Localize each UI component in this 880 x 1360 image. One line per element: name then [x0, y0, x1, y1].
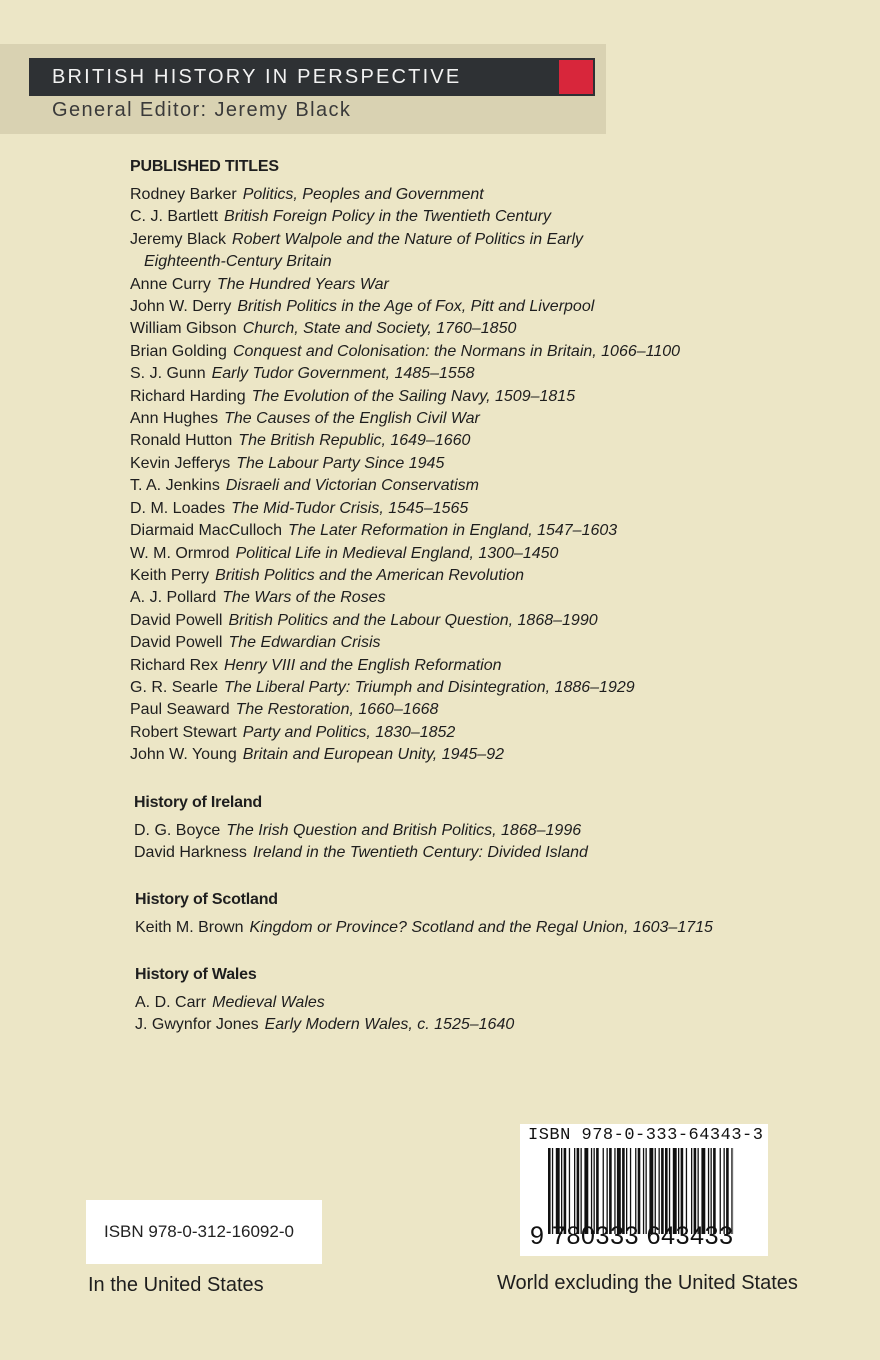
- barcode-isbn-text: ISBN 978-0-333-64343-3: [528, 1126, 764, 1145]
- title-entry: [130, 274, 680, 296]
- wales-titles-list: [135, 992, 514, 1037]
- barcode-digits: 9 780333 643433: [530, 1222, 734, 1250]
- title-entry: [130, 386, 680, 408]
- entry-title: British Politics and the American Revolution: [215, 566, 525, 584]
- entry-author: David Powell: [130, 634, 223, 652]
- market-world-label: World excluding the United States: [497, 1272, 798, 1294]
- entry-author: David Harkness: [134, 844, 247, 862]
- entry-author: Kevin Jefferys: [130, 454, 231, 472]
- barcode-box: [520, 1124, 768, 1256]
- section-heading: PUBLISHED TITLES: [130, 158, 279, 175]
- title-entry: [130, 655, 680, 677]
- entry-author: T. A. Jenkins: [130, 477, 220, 495]
- title-entry: [135, 917, 713, 939]
- title-entry: [130, 475, 680, 497]
- entry-author: Keith Perry: [130, 566, 210, 584]
- entry-author: G. R. Searle: [130, 678, 219, 696]
- entry-author: S. J. Gunn: [130, 365, 206, 383]
- section-heading: History of Wales: [135, 966, 257, 983]
- entry-author: Ronald Hutton: [130, 432, 233, 450]
- series-accent-square: [557, 58, 595, 96]
- entry-author: C. J. Bartlett: [130, 208, 219, 226]
- entry-author: David Powell: [130, 611, 223, 629]
- title-entry: [130, 677, 680, 699]
- entry-author: Robert Stewart: [130, 723, 237, 741]
- entry-title: The Liberal Party: Triumph and Disintegration, 1886–1929: [224, 678, 635, 696]
- title-entry: [130, 318, 680, 340]
- entry-title: The Evolution of the Sailing Navy, 1509–1815: [251, 387, 576, 405]
- title-entry: [130, 543, 680, 565]
- entry-title: Church, State and Society, 1760–1850: [242, 320, 517, 338]
- entry-title: Political Life in Medieval England, 1300–1450: [235, 544, 559, 562]
- entry-title: British Foreign Policy in the Twentieth Century: [224, 208, 551, 226]
- ireland-titles-list: [134, 820, 588, 865]
- title-entry: [134, 820, 588, 842]
- title-entry: [130, 632, 680, 654]
- entry-author: Ann Hughes: [130, 410, 219, 428]
- entry-title: Conquest and Colonisation: the Normans in Britain, 1066–1100: [232, 342, 681, 360]
- entry-author: Keith M. Brown: [135, 919, 244, 936]
- title-entry: [130, 430, 680, 452]
- series-editor: General Editor: Jeremy Black: [52, 99, 352, 121]
- entry-title: The Edwardian Crisis: [228, 634, 381, 652]
- entry-title: The Irish Question and British Politics, 1868–1996: [226, 822, 582, 839]
- title-entry: [130, 587, 680, 609]
- entry-author: Rodney Barker: [130, 186, 237, 203]
- title-entry: [130, 453, 680, 475]
- entry-title: The Causes of the English Civil War: [224, 410, 480, 428]
- entry-author: Paul Seaward: [130, 701, 230, 719]
- section-heading: History of Scotland: [135, 891, 278, 908]
- entry-title: British Politics and the Labour Question, 1868–1990: [228, 611, 598, 629]
- entry-title: The British Republic, 1649–1660: [238, 432, 471, 450]
- entry-title: The Mid-Tudor Crisis, 1545–1565: [231, 499, 469, 517]
- entry-title: The Later Reformation in England, 1547–1603: [288, 522, 618, 540]
- title-entry: [130, 744, 680, 766]
- entry-author: Jeremy Black: [130, 230, 227, 248]
- title-entry: [130, 184, 680, 206]
- published-titles-section: [130, 158, 680, 767]
- entry-title: Early Tudor Government, 1485–1558: [211, 365, 475, 383]
- entry-title-continued: Eighteenth-Century Britain: [144, 253, 332, 271]
- scotland-section: [135, 891, 713, 939]
- entry-author: William Gibson: [130, 320, 237, 338]
- wales-section: [135, 966, 514, 1037]
- title-entry: [130, 408, 680, 430]
- isbn-us-box: ISBN 978-0-312-16092-0: [86, 1200, 322, 1264]
- title-entry: [130, 498, 680, 520]
- entry-author: W. M. Ormrod: [130, 544, 230, 562]
- published-titles-list: [130, 184, 680, 767]
- entry-author: Richard Harding: [130, 387, 246, 405]
- series-title: BRITISH HISTORY IN PERSPECTIVE: [29, 58, 595, 96]
- ireland-section: [134, 794, 588, 865]
- entry-title: The Wars of the Roses: [222, 589, 386, 607]
- entry-author: John W. Young: [130, 746, 237, 764]
- title-entry: [130, 520, 680, 542]
- title-entry: [130, 229, 600, 274]
- entry-author: Brian Golding: [130, 342, 227, 360]
- entry-title: Henry VIII and the English Reformation: [224, 656, 502, 674]
- title-entry: [130, 341, 680, 363]
- title-entry: [130, 363, 680, 385]
- title-entry: [130, 610, 680, 632]
- market-us-label: In the United States: [88, 1274, 264, 1296]
- title-entry: [135, 992, 514, 1014]
- entry-title: Politics, Peoples and Government: [242, 186, 484, 203]
- entry-author: Richard Rex: [130, 656, 219, 674]
- entry-author: Anne Curry: [130, 275, 211, 293]
- entry-title: Party and Politics, 1830–1852: [242, 723, 456, 741]
- entry-title: Robert Walpole and the Nature of Politics in Early: [232, 230, 584, 248]
- entry-title: The Hundred Years War: [216, 275, 389, 293]
- entry-author: Diarmaid MacCulloch: [130, 522, 283, 540]
- entry-author: J. Gwynfor Jones: [135, 1016, 259, 1034]
- section-heading: History of Ireland: [134, 794, 262, 811]
- entry-title: The Restoration, 1660–1668: [235, 701, 439, 719]
- entry-title: The Labour Party Since 1945: [236, 454, 445, 472]
- entry-title: Medieval Wales: [212, 994, 325, 1011]
- entry-title: British Politics in the Age of Fox, Pitt and Liverpool: [237, 298, 595, 316]
- entry-author: A. D. Carr: [135, 994, 207, 1011]
- title-entry: [135, 1014, 514, 1036]
- title-entry: [130, 722, 680, 744]
- title-entry: [130, 699, 680, 721]
- entry-author: A. J. Pollard: [130, 589, 217, 607]
- entry-title: Ireland in the Twentieth Century: Divided Island: [252, 844, 588, 862]
- title-entry: [130, 565, 680, 587]
- scotland-titles-list: [135, 917, 713, 939]
- entry-title: Disraeli and Victorian Conservatism: [225, 477, 479, 495]
- entry-title: Early Modern Wales, c. 1525–1640: [264, 1016, 515, 1034]
- title-entry: [134, 842, 588, 864]
- entry-author: D. G. Boyce: [134, 822, 221, 839]
- entry-author: John W. Derry: [130, 298, 232, 316]
- entry-author: D. M. Loades: [130, 499, 226, 517]
- title-entry: [130, 296, 680, 318]
- title-entry: [130, 206, 680, 228]
- entry-title: Kingdom or Province? Scotland and the Regal Union, 1603–1715: [249, 919, 713, 936]
- entry-title: Britain and European Unity, 1945–92: [242, 746, 504, 764]
